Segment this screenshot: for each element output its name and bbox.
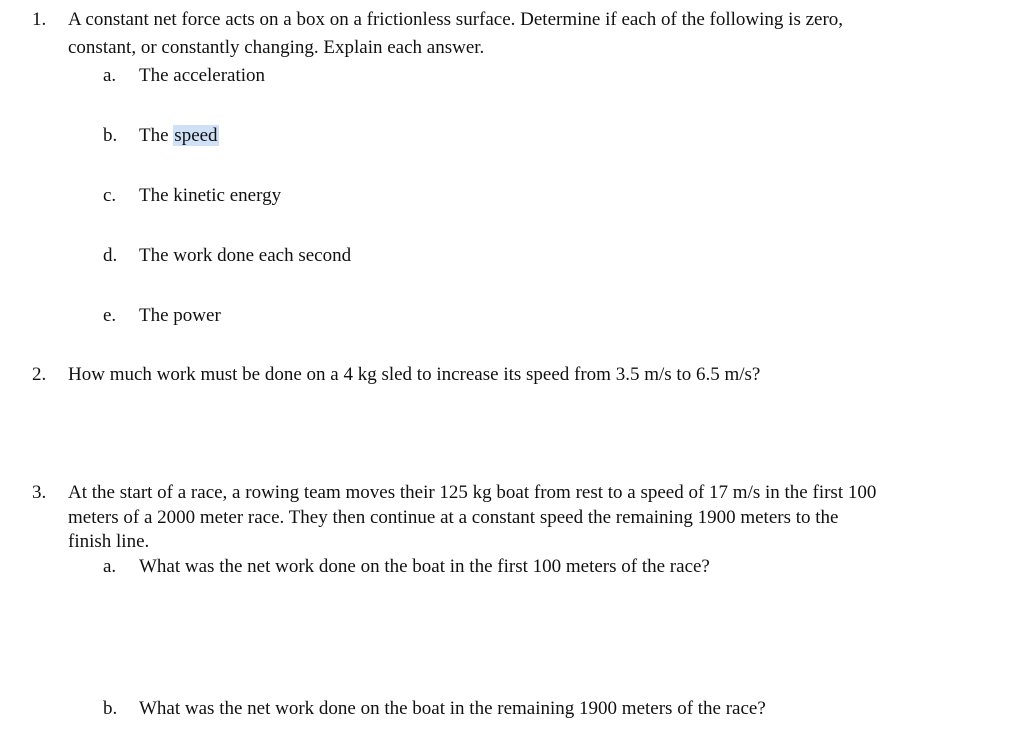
question-2-text: How much work must be done on a 4 kg sled to increase its speed from 3.5 m/s to 6.5 m/s? xyxy=(68,364,761,385)
question-1a-text: The acceleration xyxy=(139,65,266,86)
question-2-number: 2. xyxy=(32,364,47,385)
question-1d-text: The work done each second xyxy=(139,245,352,266)
question-3-line-3: finish line. xyxy=(68,531,150,552)
question-3-number: 3. xyxy=(32,482,47,503)
question-3b-text: What was the net work done on the boat in the remaining 1900 meters of the race? xyxy=(139,698,766,719)
question-1b-text-prefix: The xyxy=(139,125,174,146)
highlighted-selection[interactable]: speed xyxy=(174,125,218,146)
question-1-number: 1. xyxy=(32,9,47,30)
question-1-line-2: constant, or constantly changing. Explain each answer. xyxy=(68,37,485,58)
question-3a-letter: a. xyxy=(103,556,117,577)
question-1c-text: The kinetic energy xyxy=(139,185,282,206)
question-1e-text: The power xyxy=(139,305,221,326)
question-3-line-2: meters of a 2000 meter race. They then continue at a constant speed the remaining 1900 meters to the xyxy=(68,507,839,528)
question-1b-text xyxy=(139,124,219,148)
question-3b-letter: b. xyxy=(103,698,118,719)
question-1a-letter: a. xyxy=(103,65,117,86)
question-3-line-1: At the start of a race, a rowing team moves their 125 kg boat from rest to a speed of 17 m/s in the first 100 xyxy=(68,482,877,503)
question-3a-text: What was the net work done on the boat in the first 100 meters of the race? xyxy=(139,556,710,577)
question-1b-letter: b. xyxy=(103,125,118,146)
question-1-line-1: A constant net force acts on a box on a frictionless surface. Determine if each of the following is zero, xyxy=(68,9,844,30)
question-1e-letter: e. xyxy=(103,305,117,326)
question-1c-letter: c. xyxy=(103,185,117,206)
question-1d-letter: d. xyxy=(103,245,118,266)
